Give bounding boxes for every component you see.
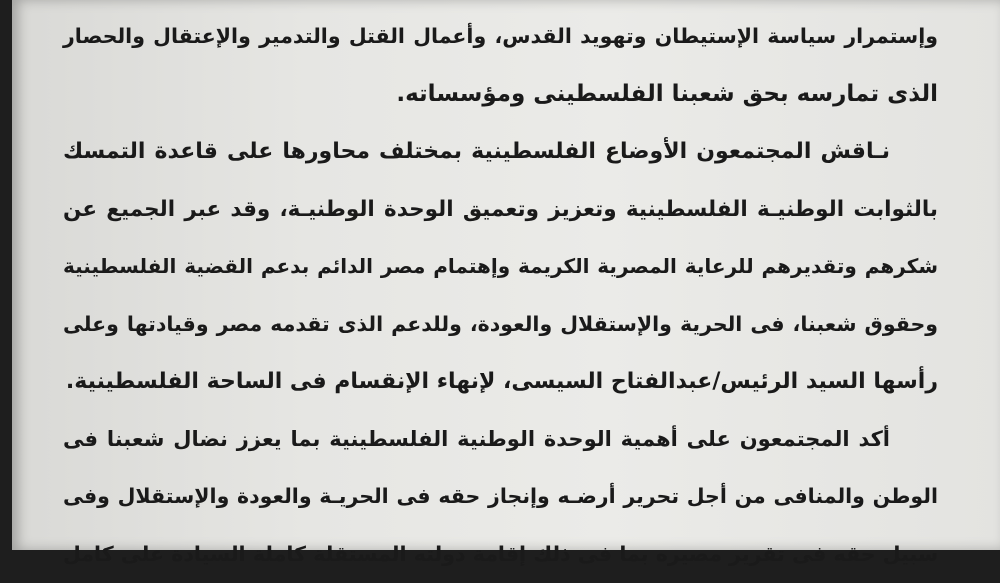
text-line: الذى تمارسه بحق شعبنا الفلسطينى ومؤسساته. xyxy=(63,66,938,124)
text-line: شكرهم وتقديرهم للرعاية المصرية الكريمة وإهتمام مصر الدائم بدعم القضية الفلسطينية xyxy=(63,238,938,296)
text-line: نـاقش المجتمعون الأوضاع الفلسطينية بمختلف محاورها على قاعدة التمسك xyxy=(63,123,938,181)
text-line: أكد المجتمعون على أهمية الوحدة الوطنية الفلسطينية بما يعزز نضال شعبنا فى xyxy=(63,411,938,469)
text-line: رأسها السيد الرئيس/عبدالفتاح السيسى، لإنهاء الإنقسام فى الساحة الفلسطينية. xyxy=(63,353,938,411)
document-page xyxy=(12,0,1000,550)
text-line: سبيل حقه فى تقرير مصيره بما فى ذلك إقامة دولته المستقلة كاملة السيادة على كامل xyxy=(63,526,938,583)
text-line: وإستمرار سياسة الإستيطان وتهويد القدس، وأعمال القتل والتدمير والإعتقال والحصار xyxy=(63,8,938,66)
document-body xyxy=(63,8,938,583)
text-line: وحقوق شعبنا، فى الحرية والإستقلال والعودة، وللدعم الذى تقدمه مصر وقيادتها وعلى xyxy=(63,296,938,354)
text-line: بالثوابت الوطنيـة الفلسطينية وتعزيز وتعميق الوحدة الوطنيـة، وقد عبر الجميع عن xyxy=(63,181,938,239)
text-line: الوطن والمنافى من أجل تحرير أرضـه وإنجاز حقه فى الحريـة والعودة والإستقلال وفى xyxy=(63,468,938,526)
